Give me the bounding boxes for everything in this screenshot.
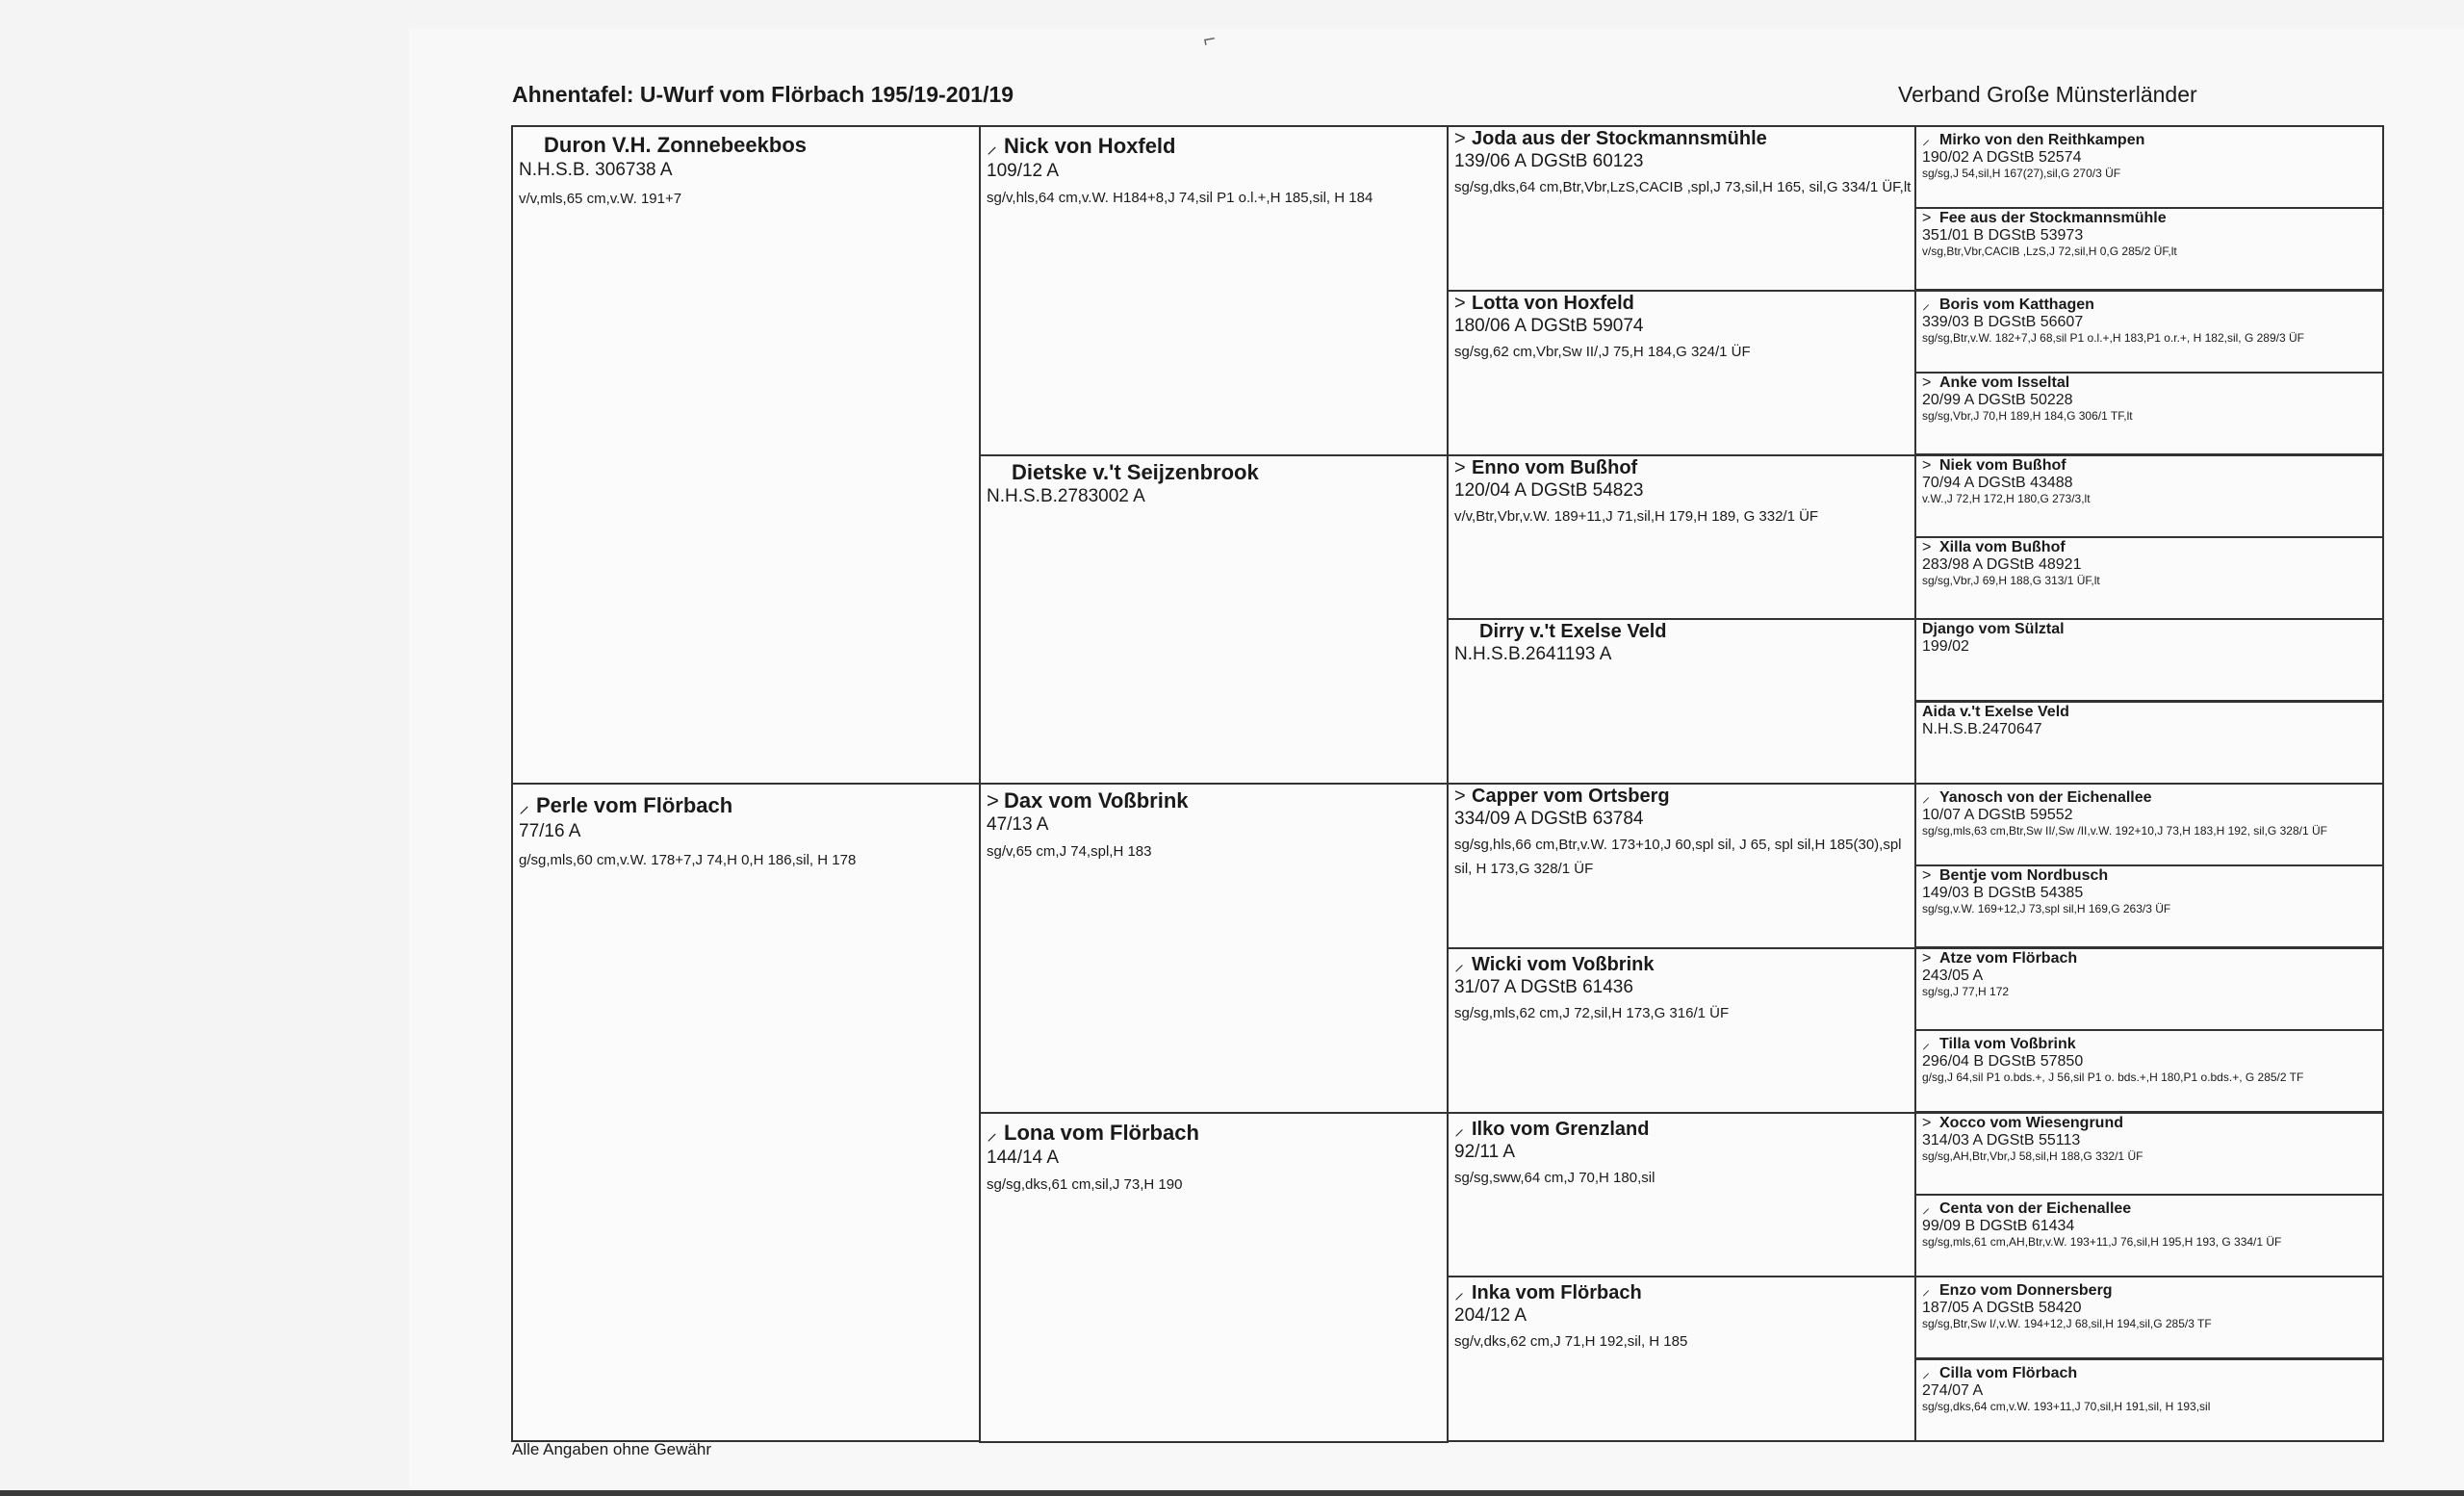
registration-number: 149/03 B DGStB 54385	[1922, 885, 2084, 901]
pedigree-entry	[979, 454, 1449, 786]
pedigree-entry	[979, 783, 1449, 1114]
entry-mark: ⸝	[1922, 1200, 1931, 1217]
performance-info: sg/sg,Btr,v.W. 182+7,J 68,sil P1 o.l.+,H 183,P1 o.r.+, H 182,sil, G 289/3 ÜF	[1922, 331, 2304, 345]
pedigree-entry	[1914, 454, 2384, 538]
organization-name: Verband Große Münsterländer	[1898, 82, 2197, 107]
dog-name	[1454, 293, 1914, 315]
dog-name	[1922, 621, 2382, 638]
performance-info: g/sg,mls,60 cm,v.W. 178+7,J 74,H 0,H 186,sil, H 178	[519, 852, 857, 868]
dog-name-text: Tilla vom Voßbrink	[1939, 1036, 2076, 1052]
dog-name-text: Perle vom Flörbach	[536, 793, 733, 817]
performance-info: sg/sg,Btr,Sw I/,v.W. 194+12,J 68,sil,H 194,sil,G 285/3 TF	[1922, 1317, 2212, 1330]
registration-number: 20/99 A DGStB 50228	[1922, 392, 2073, 408]
performance-info: sg/sg,J 54,sil,H 167(27),sil,G 270/3 ÜF	[1922, 167, 2121, 180]
entry-mark: >	[1454, 457, 1466, 478]
performance-info: sg/v,hls,64 cm,v.W. H184+8,J 74,sil P1 o.l.+,H 185,sil, H 184	[987, 190, 1373, 206]
performance-info: v/v,Btr,Vbr,v.W. 189+11,J 71,sil,H 179,H 189, G 332/1 ÜF	[1454, 508, 1819, 525]
dog-name-text: Dax vom Voßbrink	[1004, 788, 1189, 812]
pedigree-entry	[1914, 1194, 2384, 1277]
performance-info: sg/sg,Vbr,J 69,H 188,G 313/1 ÜF,lt	[1922, 574, 2100, 587]
registration-number: N.H.S.B.2641193 A	[1454, 644, 1612, 664]
registration-number: 190/02 A DGStB 52574	[1922, 149, 2082, 166]
registration-number: 70/94 A DGStB 43488	[1922, 475, 2073, 491]
dog-name-text: Duron V.H. Zonnebeekbos	[544, 133, 808, 157]
dog-name-text: Dietske v.'t Seijzenbrook	[1012, 460, 1259, 484]
performance-info: sg/sg,mls,62 cm,J 72,sil,H 173,G 316/1 ÜF	[1454, 1005, 1730, 1021]
pedigree-entry	[1447, 1276, 1916, 1442]
dog-name-text: Aida v.'t Exelse Veld	[1922, 704, 2069, 720]
pedigree-entry	[1914, 1029, 2384, 1113]
dog-name	[1454, 950, 1914, 976]
pedigree-entry	[1914, 207, 2384, 291]
registration-number: 199/02	[1922, 638, 1969, 655]
pedigree-entry	[1447, 947, 1916, 1114]
performance-info: sg/sg,sww,64 cm,J 70,H 180,sil	[1454, 1170, 1656, 1186]
registration-number: N.H.S.B. 306738 A	[519, 160, 673, 180]
performance-info: sg/sg,mls,61 cm,AH,Btr,v.W. 193+11,J 76,sil,H 195,H 193, G 334/1 ÜF	[1922, 1235, 2282, 1249]
dog-name-text: Mirko von den Reithkampen	[1939, 132, 2145, 148]
dog-name	[1922, 867, 2382, 885]
pedigree-entry	[1914, 864, 2384, 948]
registration-number: 120/04 A DGStB 54823	[1454, 480, 1644, 501]
registration-number: 296/04 B DGStB 57850	[1922, 1053, 2084, 1070]
dog-name-text: Lona vom Flörbach	[1004, 1121, 1199, 1145]
pedigree-entry	[1447, 618, 1916, 785]
entry-mark: ⸝	[1922, 297, 1931, 313]
performance-info: sg/sg,mls,63 cm,Btr,Sw II/,Sw /II,v.W. 192+10,J 73,H 183,H 192, sil,G 328/1 ÜF	[1922, 824, 2327, 838]
dog-name	[1922, 1115, 2382, 1132]
dog-name-text: Joda aus der Stockmannsmühle	[1472, 128, 1767, 149]
dog-name	[1454, 457, 1914, 479]
dog-name	[1922, 128, 2382, 149]
registration-number: 204/12 A	[1454, 1305, 1527, 1326]
performance-info: v/sg,Btr,Vbr,CACIB ,LzS,J 72,sil,H 0,G 285/2 ÜF,lt	[1922, 245, 2177, 258]
dog-name	[987, 1118, 1447, 1147]
dog-name-text: Enno vom Bußhof	[1472, 457, 1638, 478]
registration-number: 77/16 A	[519, 821, 581, 841]
entry-mark: ⸝	[987, 1121, 998, 1145]
dog-name-text: Django vom Sülztal	[1922, 621, 2065, 637]
performance-info: sg/sg,dks,64 cm,v.W. 193+11,J 70,sil,H 191,sil, H 193,sil	[1922, 1400, 2211, 1413]
entry-mark: ⸝	[1454, 1119, 1464, 1140]
dog-name-text: Xilla vom Bußhof	[1939, 539, 2066, 555]
pedigree-entry	[1914, 783, 2384, 866]
pedigree-entry	[1447, 1112, 1916, 1278]
dog-name	[1922, 293, 2382, 314]
registration-number: 47/13 A	[987, 814, 1049, 835]
dog-name	[519, 133, 979, 158]
pedigree-entry	[1914, 290, 2384, 374]
registration-number: 144/14 A	[987, 1148, 1060, 1168]
dog-name	[1922, 1032, 2382, 1053]
disclaimer: Alle Angaben ohne Gewähr	[512, 1440, 711, 1458]
registration-number: 139/06 A DGStB 60123	[1454, 151, 1644, 171]
entry-mark: ⸝	[1454, 954, 1464, 975]
pedigree-entry	[1914, 947, 2384, 1031]
dog-name	[1454, 1115, 1914, 1141]
performance-info: sg/sg,v.W. 169+12,J 73,spl sil,H 169,G 263/3 ÜF	[1922, 902, 2171, 916]
registration-number: 243/05 A	[1922, 967, 1984, 984]
registration-number: 10/07 A DGStB 59552	[1922, 807, 2073, 823]
dog-name-text: Anke vom Isseltal	[1939, 374, 2070, 391]
dog-name-text: Lotta von Hoxfeld	[1472, 293, 1634, 314]
registration-number: 351/01 B DGStB 53973	[1922, 227, 2084, 244]
pedigree-entry	[979, 1112, 1449, 1443]
registration-number: N.H.S.B.2470647	[1922, 721, 2042, 737]
pedigree-entry	[1914, 618, 2384, 702]
pedigree-entry	[511, 125, 981, 785]
performance-info: sg/sg,dks,64 cm,Btr,Vbr,LzS,CACIB ,spl,J 73,sil,H 165, sil,G 334/1 ÜF,lt	[1454, 179, 1912, 195]
pedigree-entry	[1914, 125, 2384, 209]
entry-mark: >	[1922, 374, 1932, 391]
dog-name	[1454, 621, 1914, 643]
dog-name	[1922, 374, 2382, 392]
performance-info: sg/v,65 cm,J 74,spl,H 183	[987, 843, 1152, 860]
entry-mark: ⸝	[1454, 1282, 1464, 1303]
dog-name-text: Bentje vom Nordbusch	[1939, 867, 2109, 884]
entry-mark: >	[1454, 786, 1466, 807]
dog-name	[987, 131, 1447, 160]
entry-mark: ⸝	[1922, 1282, 1931, 1299]
entry-mark: >	[987, 788, 999, 812]
pedigree-entry	[1447, 783, 1916, 949]
dog-name	[1922, 1278, 2382, 1300]
registration-number: 92/11 A	[1454, 1142, 1516, 1162]
performance-info: sg/sg,Vbr,J 70,H 189,H 184,G 306/1 TF,lt	[1922, 409, 2133, 423]
performance-info: v.W.,J 72,H 172,H 180,G 273/3,lt	[1922, 492, 2091, 505]
entry-mark: >	[1922, 539, 1932, 555]
dog-name	[1922, 539, 2382, 556]
dog-name	[1922, 457, 2382, 475]
dog-name	[1454, 1278, 1914, 1304]
pedigree-entry	[1914, 1358, 2384, 1442]
pedigree-entry	[511, 783, 981, 1442]
entry-mark: ⸝	[519, 793, 530, 817]
dog-name-text: Fee aus der Stockmannsmühle	[1939, 210, 2167, 226]
performance-info: sg/sg,62 cm,Vbr,Sw II/,J 75,H 184,G 324/1 ÜF	[1454, 344, 1751, 360]
dog-name-text: Nick von Hoxfeld	[1004, 134, 1176, 158]
registration-number: 274/07 A	[1922, 1382, 1984, 1399]
dog-name	[1922, 786, 2382, 807]
entry-mark: ⸝	[1922, 1365, 1931, 1381]
pedigree-entry	[1914, 536, 2384, 620]
dog-name	[1922, 1197, 2382, 1218]
entry-mark: >	[1922, 950, 1932, 967]
pedigree-entry	[1914, 372, 2384, 455]
entry-mark: ⸝	[1922, 132, 1931, 148]
entry-mark: >	[1922, 1115, 1932, 1131]
dog-name	[1922, 950, 2382, 967]
performance-info: sg/sg,AH,Btr,Vbr,J 58,sil,H 188,G 332/1 ÜF	[1922, 1149, 2143, 1163]
entry-mark: >	[1454, 128, 1466, 149]
entry-mark: ⸝	[987, 134, 998, 158]
dog-name	[1922, 704, 2382, 721]
dog-name-text: Ilko vom Grenzland	[1472, 1119, 1650, 1140]
performance-info: sg/sg,J 77,H 172	[1922, 985, 2010, 998]
dog-name-text: Dirry v.'t Exelse Veld	[1479, 621, 1667, 642]
dog-name-text: Capper vom Ortsberg	[1472, 786, 1670, 807]
dog-name	[1454, 128, 1914, 150]
registration-number: 99/09 B DGStB 61434	[1922, 1218, 2075, 1234]
registration-number: 314/03 A DGStB 55113	[1922, 1132, 2081, 1148]
dog-name-text: Cilla vom Flörbach	[1939, 1365, 2078, 1381]
dog-name	[1922, 1361, 2382, 1382]
entry-mark: >	[1922, 457, 1932, 474]
dog-name-text: Xocco vom Wiesengrund	[1939, 1115, 2123, 1131]
pedigree-entry	[1447, 290, 1916, 456]
dog-name-text: Inka vom Flörbach	[1472, 1282, 1642, 1303]
pedigree-entry	[1447, 454, 1916, 621]
pedigree-entry	[1914, 701, 2384, 785]
scanner-edge	[0, 1490, 2464, 1496]
entry-mark: ⸝	[1922, 1036, 1931, 1052]
registration-number: 283/98 A DGStB 48921	[1922, 556, 2082, 573]
registration-number: 187/05 A DGStB 58420	[1922, 1300, 2082, 1316]
dog-name	[987, 460, 1447, 485]
registration-number: 339/03 B DGStB 56607	[1922, 314, 2084, 330]
dog-name-text: Enzo vom Donnersberg	[1939, 1282, 2113, 1299]
dog-name-text: Atze vom Flörbach	[1939, 950, 2078, 967]
registration-number: 180/06 A DGStB 59074	[1454, 316, 1644, 336]
registration-number: 31/07 A DGStB 61436	[1454, 977, 1633, 997]
pedigree-entry	[979, 125, 1449, 456]
performance-info: g/sg,J 64,sil P1 o.bds.+, J 56,sil P1 o. bds.+,H 180,P1 o.bds.+, G 285/2 TF	[1922, 1070, 2304, 1084]
dog-name-text: Niek vom Bußhof	[1939, 457, 2066, 474]
registration-number: 334/09 A DGStB 63784	[1454, 809, 1644, 829]
registration-number: N.H.S.B.2783002 A	[987, 486, 1145, 506]
dog-name	[1454, 786, 1914, 808]
pedigree-title: Ahnentafel: U-Wurf vom Flörbach 195/19-201/19	[512, 82, 1014, 107]
dog-name-text: Centa von der Eichenallee	[1939, 1200, 2132, 1217]
entry-mark: >	[1922, 867, 1932, 884]
dog-name	[519, 790, 979, 819]
entry-mark: >	[1922, 210, 1932, 226]
registration-number: 109/12 A	[987, 161, 1060, 181]
dog-name-text: Boris vom Katthagen	[1939, 297, 2094, 313]
dog-name	[987, 788, 1447, 813]
pedigree-entry	[1447, 125, 1916, 292]
performance-info: sg/v,dks,62 cm,J 71,H 192,sil, H 185	[1454, 1333, 1688, 1350]
performance-info: sg/sg,dks,61 cm,sil,J 73,H 190	[987, 1176, 1183, 1193]
dog-name-text: Wicki vom Voßbrink	[1472, 954, 1655, 975]
performance-info: v/v,mls,65 cm,v.W. 191+7	[519, 191, 682, 207]
scan-artifact: ⌐	[1200, 26, 1218, 52]
dog-name	[1922, 210, 2382, 227]
entry-mark: >	[1454, 293, 1466, 314]
pedigree-entry	[1914, 1112, 2384, 1196]
pedigree-entry	[1914, 1276, 2384, 1359]
performance-info: sg/sg,hls,66 cm,Btr,v.W. 173+10,J 60,spl sil, J 65, spl sil,H 185(30),spl sil, H 173,G 328/1 ÜF	[1454, 837, 1902, 877]
dog-name-text: Yanosch von der Eichenallee	[1939, 789, 2152, 806]
entry-mark: ⸝	[1922, 789, 1931, 806]
